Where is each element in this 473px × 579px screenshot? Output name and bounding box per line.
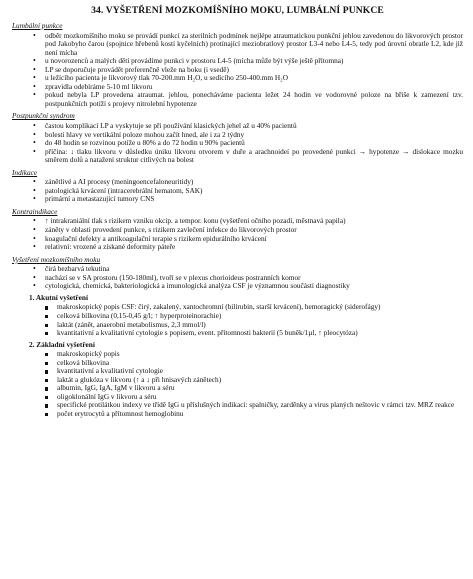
section-heading-vysetreni-moku: Vyšetření mozkomíšního moku [12, 254, 101, 264]
list-kontraindikace [12, 217, 463, 251]
list-item: • bolesti hlavy ve vertikální poloze mohou začít hned, ale i za 2 týdny [12, 131, 463, 140]
list-item: • ↑ intrakraniální tlak s rizikem vzniku okcip. a tempor. konu (vyšetření očního pozadí, městnavá papila) [12, 217, 463, 226]
list-item: kvantitativní a kvalitativní cytologie [12, 367, 463, 376]
list-item: • u novorozenců a malých dětí provádíme punkci v prostoru L4-5 (mícha může být výše ještě přítomna) [12, 57, 463, 66]
page-title: 34. VYŠETŘENÍ MOZKOMÍŠNÍHO MOKU, LUMBÁLNÍ PUNKCE [91, 5, 384, 16]
list-item: • relativní: vrozené a získané deformity páteře [12, 243, 463, 252]
list-item: • koagulační defekty a antikoagulační terapie s rizikem epidurálního krvácení [12, 235, 463, 244]
list-item: • pokud nebyla LP provedena atraumat. jehlou, ponecháváme pacienta ležet 24 hodin ve vodorovné poloze na břiše k zamezení tzv. postpunkčních potíží s projevy nitrolební hypotenze [12, 91, 463, 108]
list-item: • primární a metastazující tumory CNS [12, 195, 463, 204]
subsection-heading-zakladni-vysetreni: 2. Základní vyšetření [29, 339, 95, 349]
list-item: počet erytrocytů a přítomnost hemoglobinu [12, 410, 463, 419]
list-akutni-vysetreni [12, 303, 463, 337]
list-item: laktát a glukóza v likvoru (↑ a ↓ při hnisavých zánětech) [12, 376, 463, 385]
list-item: laktát (zánět, anaerobní metabolismus, 2,3 mmol/l) [12, 321, 463, 330]
list-item: oligoklonální IgG v likvoru a séru [12, 393, 463, 402]
list-indikace [12, 178, 463, 204]
list-vysetreni-moku [12, 265, 463, 291]
list-item: • častou komplikací LP a vyskytuje se při používání klasických jehel až u 40% pacientů [12, 122, 463, 131]
list-item: • nachází se v SA prostoru (150-180ml), tvoří se v plexus chorioideus postranních komor [12, 274, 463, 283]
list-item: makroskopický popis CSF: čirý, zakalený, xantochromní (bilirubin, starší krvácení), hemoragický (siderofágy) [12, 303, 463, 312]
list-lumbalni-punkce [12, 32, 463, 109]
list-item: specifické protilátkou indexy ve třídě IgG u příslušných indikací: spalničky, zarděnky a virus planých neštovic v rámci tzv. MRZ reakce [12, 401, 463, 410]
list-item: • odběr mozkomíšního moku se provádí punkcí za sterilních podmínek nejlépe atraumatickou punkční jehlou zavedenou do likvorových prostor pod Jakobyho čarou (spojnice hřebenů kostí kyčelních) protínající meziobratlový prostor L3-4 nebo L4-5, tedy pod úrovní obratle L2, kde již není mícha [12, 32, 463, 58]
list-item: • u ležícího pacienta je likvorový tlak 70-200.mm H₂O, u sedícího 250-400.mm H₂O [12, 74, 463, 83]
list-item: • LP se doporučuje provádět preferenčně vleže na boku (i vsedě) [12, 66, 463, 75]
section-heading-kontraindikace: Kontraindikace [12, 206, 58, 216]
list-item: makroskopický popis [12, 350, 463, 359]
list-zakladni-vysetreni [12, 350, 463, 418]
list-item: • příčina: ↓ tlaku likvoru v důsledku úniku likvoru otvorem v duře a arachnoideí po provedené punkci → hypotenze → dislokace mozku směrem dolů a natažení struktur citlivých na bolest [12, 148, 463, 165]
list-postpunkcni-syndrom [12, 122, 463, 165]
list-item: albumin, IgG, IgA, IgM v likvoru a séru [12, 384, 463, 393]
section-heading-lumbalni-punkce: Lumbální punkce [12, 21, 63, 30]
list-item: • čirá bezbarvá tekutina [12, 265, 463, 274]
list-item: • záněty v oblasti provedení punkce, s rizikem zavlečení infekce do likvorových prostor [12, 226, 463, 235]
section-heading-postpunkcni-syndrom: Postpunkční syndrom [12, 111, 75, 121]
list-item: • patologická krvácení (intracerebrální hematom, SAK) [12, 187, 463, 196]
subsection-heading-akutni-vysetreni: 1. Akutní vyšetření [29, 292, 88, 302]
list-item: • cytologická, chemická, bakteriologická a imunologická analýza CSF je významnou součástí diagnostiky [12, 282, 463, 291]
section-heading-indikace: Indikace [12, 167, 38, 177]
list-item: • do 48 hodin se rozvinou potíže u 80% a do 72 hodin u 90% pacientů [12, 139, 463, 148]
list-item: kvantitativní a kvalitativní cytologie s popisem, event. přítomnosti bakterií (5 buněk/1µl, ↑ pleocytóza) [12, 329, 463, 338]
list-item: celková bílkovina [12, 359, 463, 368]
list-item: • zpravidla odebíráme 5-10 ml likvoru [12, 83, 463, 92]
list-item: • zánětlivé a AI procesy (meningoencefaloneuritidy) [12, 178, 463, 187]
list-item: celková bílkovina (0,15-0,45 g/l; ↑ hyperproteinorachie) [12, 312, 463, 321]
